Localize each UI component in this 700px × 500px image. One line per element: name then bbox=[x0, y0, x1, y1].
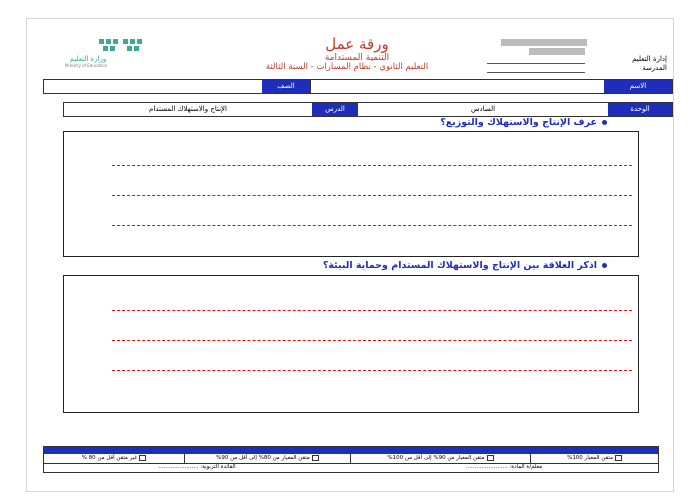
page-subtitle-2: التعليم الثانوي - نظام المسارات - السنة الثالثة bbox=[265, 62, 429, 72]
question-2 bbox=[323, 260, 607, 271]
answer-line bbox=[112, 165, 632, 166]
checkbox-icon[interactable] bbox=[615, 455, 622, 461]
school-label: المدرسة bbox=[642, 64, 667, 72]
question-1-text: عرف الإنتاج والاستهلاك والتوزيع؟ bbox=[440, 117, 597, 128]
lesson-value: الإنتاج والاستهلاك المستدام bbox=[148, 105, 227, 113]
checkbox-icon[interactable] bbox=[139, 455, 146, 461]
page-title: ورقة عمل bbox=[325, 35, 389, 53]
answer-box-2[interactable] bbox=[63, 275, 639, 413]
ministry-logo-subtext: Ministry of Education bbox=[65, 63, 108, 68]
kingdom-logo bbox=[499, 37, 589, 59]
name-label: الاسم bbox=[604, 80, 672, 93]
grade-label: الصف bbox=[262, 80, 310, 93]
info-row-name bbox=[43, 79, 673, 94]
rubric-option-4[interactable]: غير متقن أقل من 80 % bbox=[44, 454, 184, 463]
bullet-icon bbox=[602, 120, 607, 125]
teacher-signature: معلم/ة المادة: ........................ bbox=[465, 464, 543, 470]
rubric-option-1[interactable]: متقن المعيار 100% bbox=[530, 454, 658, 463]
ministry-logo-text: وزارة التعليم bbox=[69, 55, 107, 63]
rubric-header-bar bbox=[44, 447, 658, 454]
ministry-logo bbox=[65, 35, 175, 69]
unit-value: السادس bbox=[470, 105, 496, 113]
page-subtitle-1: التنمية المستدامة bbox=[324, 53, 390, 63]
rubric-option-3[interactable]: متقن المعيار من 80% إلى أقل من 90% bbox=[184, 454, 350, 463]
answer-line bbox=[112, 310, 632, 311]
question-2-text: اذكر العلاقة بين الإنتاج والاستهلاك المستدام وحماية البيئة؟ bbox=[322, 260, 597, 271]
rubric-option-2[interactable]: متقن المعيار من 90% إلى أقل من 100% bbox=[350, 454, 530, 463]
edu-admin-label: إدارة التعليم bbox=[632, 55, 667, 63]
rubric-table bbox=[43, 446, 659, 473]
unit-label: الوحدة bbox=[608, 103, 672, 116]
kingdom-emblem-icon bbox=[499, 37, 589, 59]
leader-signature: القائدة التربوية: ....................... bbox=[158, 464, 236, 470]
bullet-icon bbox=[602, 263, 607, 268]
lesson-label: الدرس bbox=[312, 103, 358, 116]
answer-line bbox=[112, 340, 632, 341]
answer-line bbox=[112, 370, 632, 371]
question-1 bbox=[440, 117, 607, 128]
info-row-unit bbox=[63, 102, 673, 117]
right-header-labels bbox=[587, 55, 667, 73]
grade-field[interactable] bbox=[44, 80, 262, 93]
signature-row bbox=[44, 463, 658, 472]
name-field[interactable] bbox=[310, 80, 604, 93]
worksheet-page bbox=[26, 18, 674, 492]
answer-box-1[interactable] bbox=[63, 131, 639, 257]
checkbox-icon[interactable] bbox=[312, 455, 319, 461]
ministry-emblem-icon bbox=[65, 35, 175, 55]
answer-line bbox=[112, 195, 632, 196]
answer-line bbox=[112, 225, 632, 226]
checkbox-icon[interactable] bbox=[487, 455, 494, 461]
